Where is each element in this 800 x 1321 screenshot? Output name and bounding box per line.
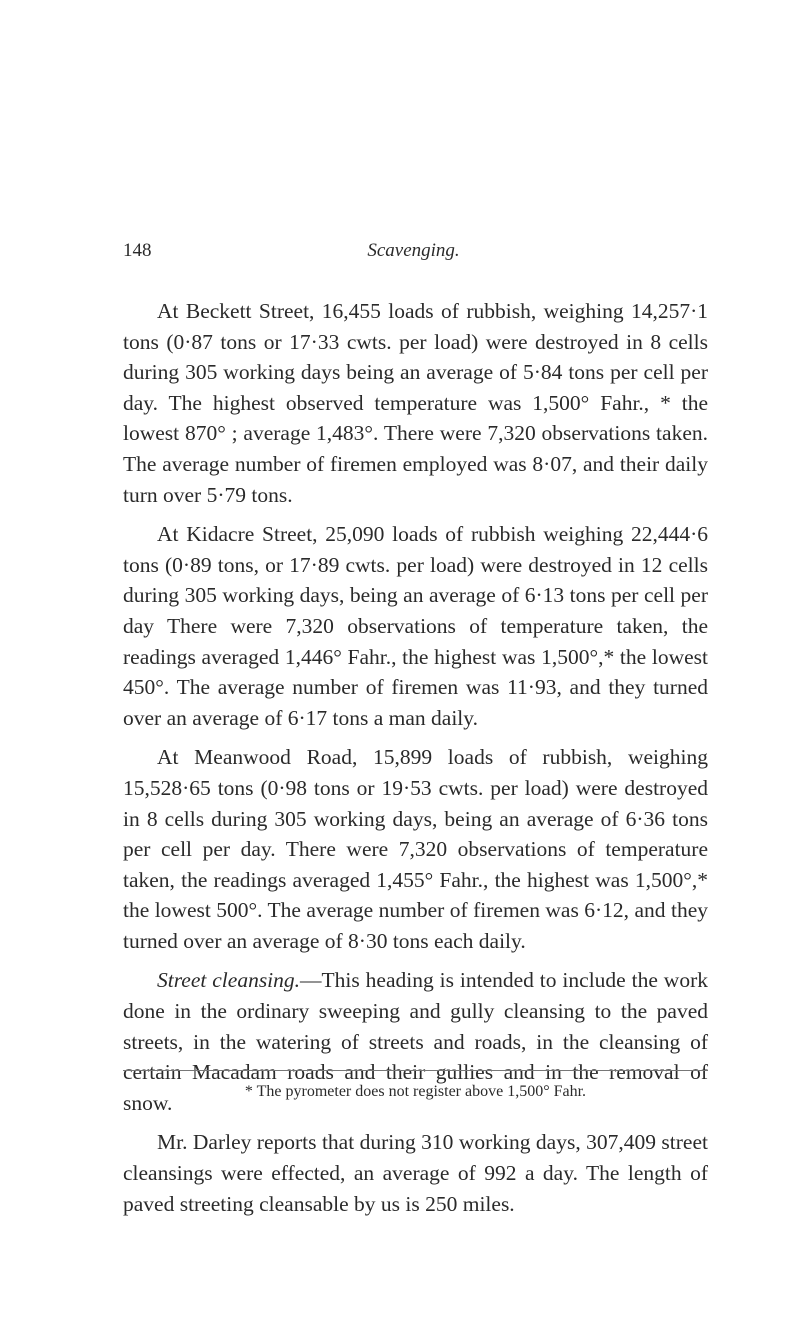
footnote: * The pyrometer does not register above 1,500° Fahr. [244,1083,587,1100]
body-text [123,296,708,1219]
running-title: Scavenging. [367,240,460,261]
paragraph-lead: Street cleansing. [157,968,301,993]
footnote-divider [123,1070,708,1071]
page-number: 148 [123,240,152,261]
paragraph-meanwood-road [123,742,708,956]
paragraph-text: At Beckett Street, 16,455 loads of rubbish, weighing 14,257·1 tons (0·87 tons or 17·33 cwts. per load) were destroyed in 8 cells during 305 working days being an average of 5·84 tons per cell per day. The highest observed temperature was 1,500° Fahr., * the lowest 870° ; average 1,483°. There were 7,320 observations taken. The average number of firemen employed was 8·07, and their daily turn over 5·79 tons. [123,299,708,507]
paragraph-darley-report [123,1127,708,1219]
paragraph-text: Mr. Darley reports that during 310 working days, 307,409 street cleansings were effected, an average of 992 a day. The length of paved streeting cleansable by us is 250 miles. [123,1130,708,1216]
paragraph-beckett-street [123,296,708,510]
paragraph-text: —This heading is intended to include the work done in the ordinary sweeping and gully cleansing to the paved streets, in the watering of streets and roads, in the cleansing of certain Macadam roads and their gullies and in the removal of snow. [123,968,708,1115]
paragraph-text: At Meanwood Road, 15,899 loads of rubbish, weighing 15,528·65 tons (0·98 tons or 19·53 cwts. per load) were destroyed in 8 cells during 305 working days, being an average of 6·36 tons per cell per day. There were 7,320 observations of temperature taken, the readings averaged 1,455° Fahr., the highest was 1,500°,* the lowest 500°. The average number of firemen was 6·12, and they turned over an average of 8·30 tons each daily. [123,745,708,953]
page-header [123,240,704,270]
paragraph-text: At Kidacre Street, 25,090 loads of rubbish weighing 22,444·6 tons (0·89 tons, or 17·89 cwts. per load) were destroyed in 12 cells during 305 working days, being an average of 6·13 tons per cell per day There were 7,320 observations of temperature taken, the readings averaged 1,446° Fahr., the highest was 1,500°,* the lowest 450°. The average number of firemen was 11·93, and they turned over an average of 6·17 tons a man daily. [123,522,708,730]
paragraph-kidacre-street [123,519,708,733]
